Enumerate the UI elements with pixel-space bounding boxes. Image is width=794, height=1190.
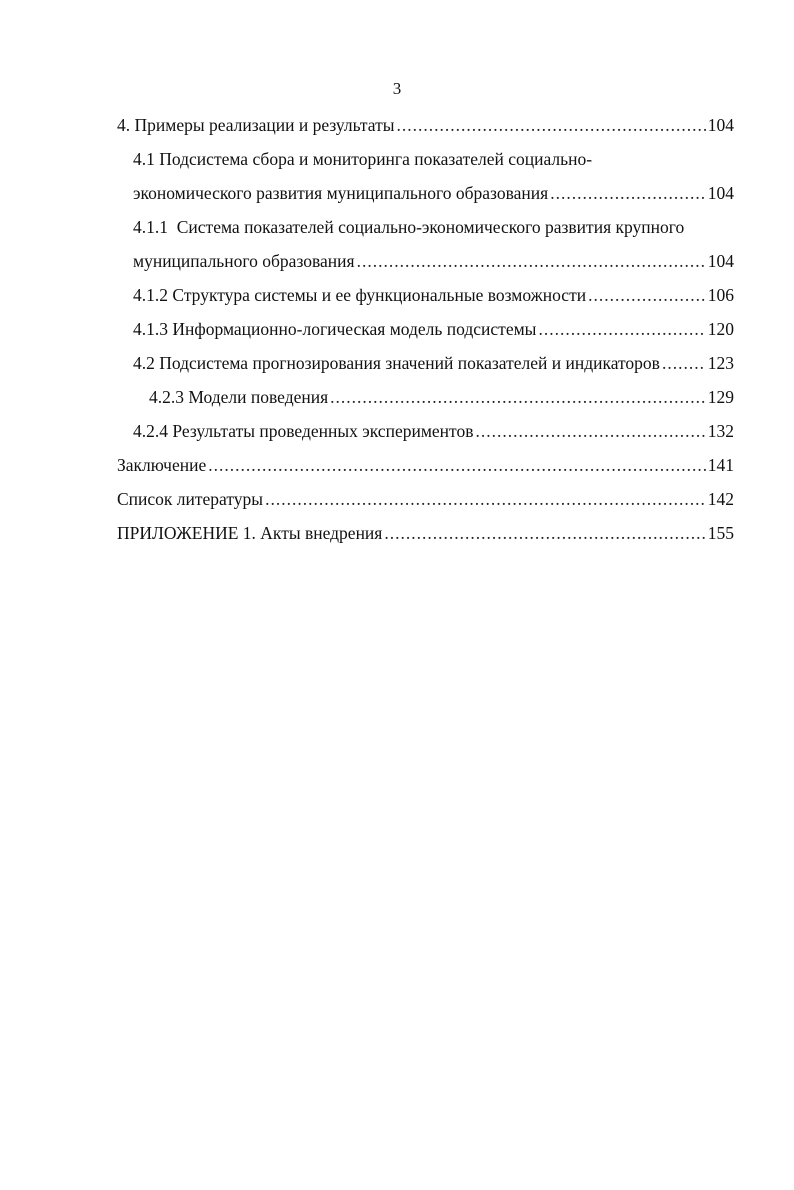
toc-entry-4-1-1[interactable]	[117, 210, 734, 278]
dot-leader	[357, 244, 706, 278]
toc-entry-page: 120	[707, 319, 734, 339]
dot-leader	[475, 414, 705, 448]
toc-entry-title: 4.1.3 Информационно-логическая модель подсистемы	[133, 319, 537, 339]
toc-entry-title: Заключение	[117, 455, 207, 475]
toc-entry-title: 4. Примеры реализации и результаты	[117, 115, 395, 135]
toc-entry-page: 141	[707, 455, 734, 475]
dot-leader	[384, 516, 705, 550]
toc-entry-page: 123	[707, 353, 734, 373]
toc-entry-references[interactable]	[117, 482, 734, 516]
toc-entry-title-line-1: 4.1 Подсистема сбора и мониторинга показателей социально-	[133, 149, 593, 169]
toc-entry-page: 142	[707, 489, 734, 509]
toc-entry-title: муниципального образования	[133, 251, 355, 271]
dot-leader	[208, 448, 706, 482]
toc-entry-title: экономического развития муниципального образования	[133, 183, 549, 203]
toc-entry-title: 4.2 Подсистема прогнозирования значений показателей и индикаторов	[133, 353, 660, 373]
toc-entry-title: 4.2.3 Модели поведения	[149, 387, 329, 407]
dot-leader	[397, 108, 706, 142]
toc-entry-4-2[interactable]	[117, 346, 734, 380]
toc-entry-page: 104	[707, 251, 734, 271]
dot-leader	[265, 482, 706, 516]
toc-entry-appendix-1[interactable]	[117, 516, 734, 550]
toc-entry-4-2-4[interactable]	[117, 414, 734, 448]
toc-entry-page: 129	[707, 387, 734, 407]
toc-entry-page: 104	[707, 183, 734, 203]
toc-entry-page: 155	[707, 523, 734, 543]
table-of-contents	[117, 108, 734, 550]
toc-entry-page: 106	[707, 285, 734, 305]
toc-entry-chapter-4[interactable]	[117, 108, 734, 142]
dot-leader	[330, 380, 706, 414]
toc-entry-title-line-1: 4.1.1 Система показателей социально-экономического развития крупного	[133, 217, 685, 237]
toc-entry-4-2-3[interactable]	[117, 380, 734, 414]
dot-leader	[588, 278, 706, 312]
toc-entry-page: 104	[707, 115, 734, 135]
toc-entry-4-1-2[interactable]	[117, 278, 734, 312]
toc-entry-title: ПРИЛОЖЕНИЕ 1. Акты внедрения	[117, 523, 383, 543]
toc-entry-4-1-3[interactable]	[117, 312, 734, 346]
dot-leader	[538, 312, 705, 346]
dot-leader	[662, 346, 706, 380]
toc-entry-title: 4.1.2 Структура системы и ее функциональные возможности	[133, 285, 587, 305]
page-number: 3	[392, 79, 402, 98]
toc-entry-title: Список литературы	[117, 489, 264, 509]
dot-leader	[550, 176, 706, 210]
toc-entry-title: 4.2.4 Результаты проведенных экспериментов	[133, 421, 474, 441]
toc-entry-conclusion[interactable]	[117, 448, 734, 482]
toc-entry-page: 132	[707, 421, 734, 441]
toc-entry-4-1[interactable]	[117, 142, 734, 210]
